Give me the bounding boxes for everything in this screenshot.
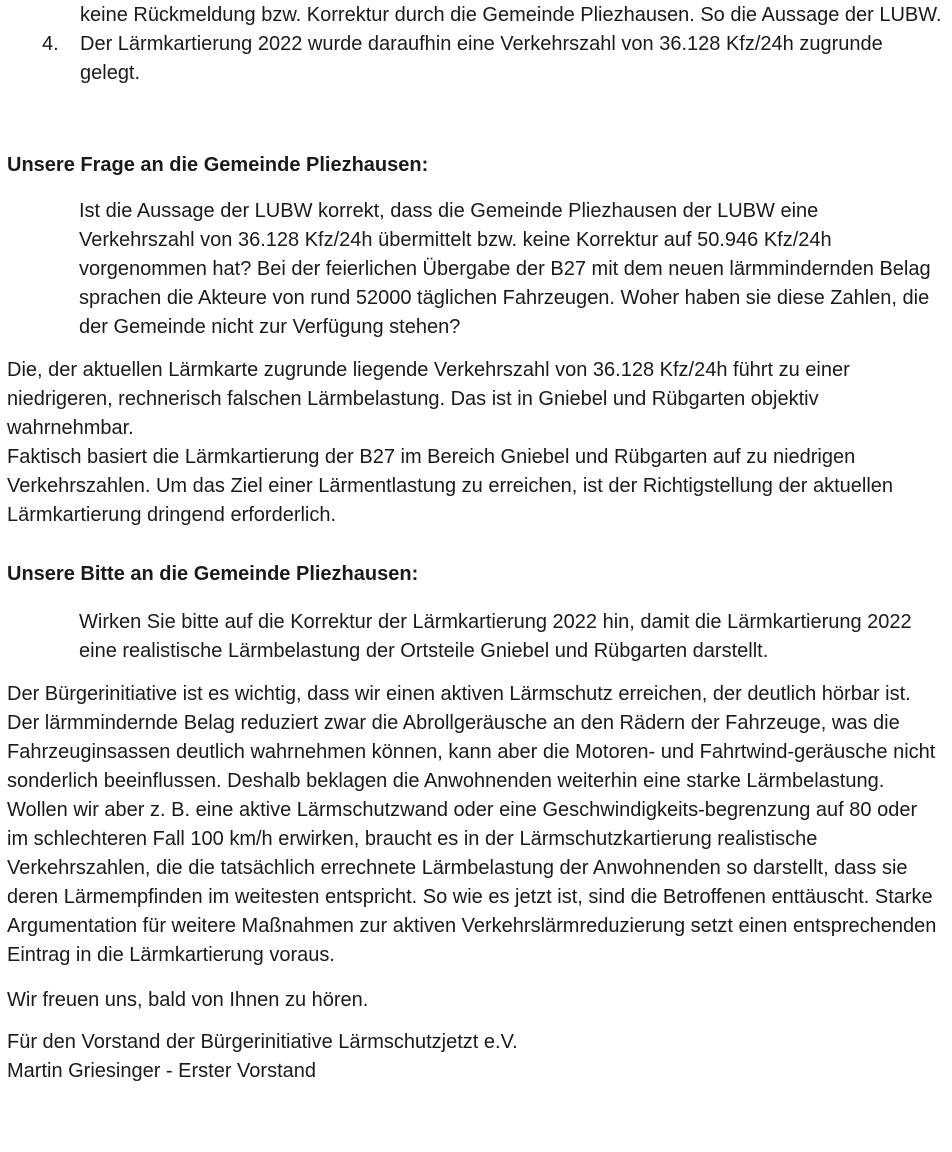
list-item-3-continuation-text: keine Rückmeldung bzw. Korrektur durch die Gemeinde Pliezhausen. So die Aussage der LUBW. xyxy=(80,4,942,26)
heading-bitte: Unsere Bitte an die Gemeinde Pliezhausen: xyxy=(7,563,419,585)
paragraph-statement: Der Bürgerinitiative ist es wichtig, dass wir einen aktiven Lärmschutz erreichen, der deutlich hörbar ist. Der lärmmindernde Belag reduziert zwar die Abrollgeräusche an den Rädern der Fahrzeuge, was die Fahrzeuginsassen deutlich wahrnehmen können, kann aber die Motoren- und Fahrtwind-geräusche nicht sonderlich beeinflussen. Deshalb beklagen die Anwohnenden weiterhin eine starke Lärmbelastung. Wollen wir aber z. B. eine aktive Lärmschutzwand oder eine Geschwindigkeits-begrenzung auf 80 oder im schlechteren Fall 100 km/h erwirken, braucht es in der Lärmschutzkartierung realistische Verkehrszahlen, die die tatsächlich errechnete Lärmbelastung der Anwohnenden so darstellt, dass sie deren Lärmempfinden im weitesten entspricht. So wie es jetzt ist, sind die Betroffenen enttäuscht. Starke Argumentation für weitere Maßnahmen zur aktiven Verkehrslärmreduzierung setzt einen entsprechenden Eintrag in die Lärmkartierung voraus. xyxy=(7,683,937,966)
paragraph-analysis-2: Faktisch basiert die Lärmkartierung der B27 im Bereich Gniebel und Rübgarten auf zu niedrigen Verkehrszahlen. Um das Ziel einer Lärmentlastung zu erreichen, ist der Richtigstellung der aktuellen Lärmkartierung dringend erforderlich. xyxy=(7,446,894,526)
paragraph-closing: Wir freuen uns, bald von Ihnen zu hören. xyxy=(7,989,369,1011)
signature-line-2: Martin Griesinger - Erster Vorstand xyxy=(7,1060,316,1082)
list-item-3-continuation xyxy=(7,1,942,30)
paragraph-bitte-quote: Wirken Sie bitte auf die Korrektur der Lärmkartierung 2022 hin, damit die Lärmkartierung 2022 eine realistische Lärmbelastung der Ortsteile Gniebel und Rübgarten darstellt. xyxy=(79,611,912,662)
list-item-4 xyxy=(7,30,942,88)
paragraph-frage-quote: Ist die Aussage der LUBW korrekt, dass die Gemeinde Pliezhausen der LUBW eine Verkehrszahl von 36.128 Kfz/24h übermittelt bzw. keine Korrektur auf 50.946 Kfz/24h vorgenommen hat? Bei der feierlichen Übergabe der B27 mit dem neuen lärmmindernden Belag sprachen die Akteure von rund 52000 täglichen Fahrzeugen. Woher haben sie diese Zahlen, die der Gemeinde nicht zur Verfügung stehen? xyxy=(79,200,931,338)
paragraph-analysis-1: Die, der aktuellen Lärmkarte zugrunde liegende Verkehrszahl von 36.128 Kfz/24h führt zu einer niedrigeren, rechnerisch falschen Lärmbelastung. Das ist in Gniebel und Rübgarten objektiv wahrnehmbar. xyxy=(7,359,850,439)
list-item-3-number-spacer xyxy=(7,1,80,30)
heading-frage: Unsere Frage an die Gemeinde Pliezhausen: xyxy=(7,154,429,176)
signature-line-1: Für den Vorstand der Bürgerinitiative Lärmschutzjetzt e.V. xyxy=(7,1031,518,1053)
list-item-4-text: Der Lärmkartierung 2022 wurde daraufhin eine Verkehrszahl von 36.128 Kfz/24h zugrunde gelegt. xyxy=(80,33,883,84)
list-item-4-number: 4. xyxy=(42,33,59,55)
